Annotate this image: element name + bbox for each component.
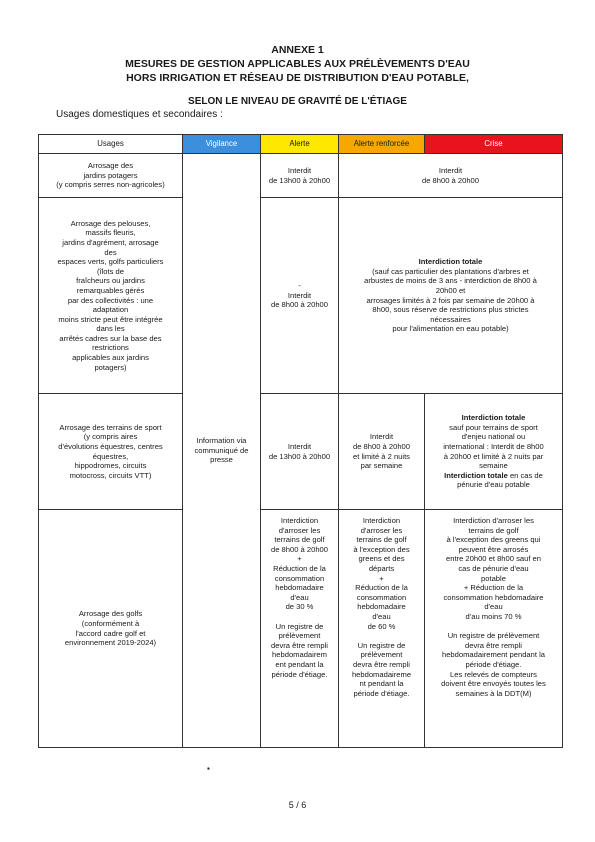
text-line: d'enjeu national ou (461, 432, 526, 442)
heading-line-2: MESURES DE GESTION APPLICABLES AUX PRÉLÈVEMENTS D'EAU (125, 58, 470, 70)
alerte-golfs (261, 510, 339, 748)
text-line: hebdomadaire (357, 602, 406, 612)
header-usages: Usages (39, 135, 183, 154)
text-line: Interdit (287, 290, 312, 300)
text-line: sauf pour terrains de sport (449, 422, 538, 432)
usage-pelouses (39, 198, 183, 394)
text-line: de 13h00 à 20h00 (268, 451, 331, 461)
text-line: et limité à 2 nuits (353, 451, 410, 461)
text-line: potagers) (94, 362, 127, 372)
text-line: de 8h00 à 20h00 (270, 544, 328, 554)
text-line: espaces verts, golfs particuliers (57, 257, 164, 267)
small-mark: ▪ (207, 764, 210, 773)
text-line: d'évolutions équestres, centres (58, 441, 163, 451)
text-line: (îlots de (96, 266, 124, 276)
text-line (341, 631, 422, 641)
text-line: Arrosage des pelouses, (70, 218, 151, 228)
text-line: à 20h00 et limité à 2 nuits par (443, 451, 544, 461)
text-line: communiqué de (194, 445, 249, 455)
pelouses-detail (341, 267, 560, 334)
crise-terrains-sport (425, 394, 563, 510)
text-line: devra être rempli (271, 640, 328, 650)
crise-golfs (425, 510, 563, 748)
text-line: de 60 % (367, 621, 396, 631)
alerte-jardins-potagers (261, 154, 339, 198)
text-line: 8h00, sous réserve de restrictions plus strictes (372, 305, 529, 315)
text-line: peuvent être arrosés (458, 544, 529, 554)
interdiction-totale-label: Interdiction totale (418, 257, 483, 267)
text-line: Interdiction d'arroser les (453, 516, 534, 525)
text-line: des (104, 247, 117, 257)
text-line: départs (368, 563, 395, 573)
text-line: cas de pénurie d'eau (458, 563, 529, 573)
text-line: greens et des (358, 554, 405, 564)
text-line: motocross, circuits VTT) (69, 470, 152, 480)
text-line: (sauf cas particulier des plantations d'arbres et (372, 266, 529, 276)
renf-terrains-sport (339, 394, 425, 510)
text-line: à l'exception des greens qui (446, 535, 541, 545)
text-line: à l'exception des (353, 544, 410, 554)
text-line: devra être rempli (353, 659, 410, 669)
vigilance-cell (183, 154, 261, 748)
text-line: applicables aux jardins (72, 353, 149, 363)
text-line: hebdomadairem (272, 650, 327, 660)
heading-line-3: HORS IRRIGATION ET RÉSEAU DE DISTRIBUTION D'EAU POTABLE, (126, 72, 469, 84)
text-line: Information via (196, 436, 247, 446)
header-crise: Crise (425, 135, 563, 154)
text-line: moins stricte peut être intégrée (58, 314, 163, 324)
text-line: environnement 2019-2024) (64, 638, 157, 648)
text-line: arrêtés cadres sur la base des (59, 333, 162, 343)
text-line: Un registre de (275, 621, 324, 631)
text-line: arbustes de moins de 3 ans - interdiction de 8h00 à (364, 276, 537, 286)
text-line: Réduction de la (273, 563, 326, 573)
text-line: nt pendant la (359, 679, 404, 689)
text-line: dans les (96, 324, 125, 334)
crise-tail-1: en cas de (509, 470, 543, 480)
text-line: jardins potagers (83, 170, 138, 180)
text-line: hebdomadaire (275, 583, 324, 593)
usage-golfs (39, 510, 183, 748)
text-line: restrictions (92, 343, 129, 353)
text-line: + (297, 554, 302, 564)
text-line: Un registre de prélèvement (447, 631, 540, 641)
text-line: consommation (356, 592, 407, 602)
terrains-sport-detail (427, 423, 560, 471)
text-line: Interdiction (362, 516, 401, 525)
text-line: terrains de golf (356, 535, 407, 545)
text-line: hebdomadairement pendant la (441, 650, 545, 660)
text-line: nécessaires (430, 314, 471, 324)
text-line: d'eau (290, 592, 309, 602)
text-line: ent pendant la (275, 659, 324, 669)
text-line: période d'étiage. (465, 659, 522, 669)
crise-tail-2: pénurie d'eau potable (457, 480, 530, 490)
text-line: prélèvement (360, 650, 403, 660)
text-line: (conformément à (81, 618, 140, 628)
text-line: devra être rempli (465, 640, 522, 650)
text-line: de 30 % (285, 602, 314, 612)
text-line: période d'étiage. (353, 688, 410, 698)
alerte-terrains-sport (261, 394, 339, 510)
text-line: terrains de golf (274, 535, 325, 545)
text-line: période d'étiage. (271, 669, 328, 679)
annex-title: ANNEXE 1 (271, 44, 324, 56)
text-line: + Réduction de la (463, 583, 524, 593)
text-line: doivent être envoyés toutes les (441, 679, 546, 689)
text-line: remarquables gérés (76, 285, 145, 295)
table-header-row (39, 135, 563, 154)
header-alerte-renforcee: Alerte renforcée (339, 135, 425, 154)
text-line: hippodromes, circuits (74, 461, 147, 471)
table-row (39, 394, 563, 510)
text-line: d'eau (372, 611, 391, 621)
text-line: semaine (479, 461, 508, 471)
text-line: d'arroser les (278, 525, 321, 535)
text-line: de 8h00 à 20h00 (270, 300, 328, 310)
heading-line-4: SELON LE NIVEAU DE GRAVITÉ DE L'ÉTIAGE (188, 96, 407, 107)
text-line: Un registre de (357, 640, 406, 650)
interdiction-totale-label: Interdiction totale (461, 413, 526, 423)
text-line: - (298, 281, 301, 291)
text-line (263, 612, 336, 622)
alerte-pelouses (261, 198, 339, 394)
text-line: par semaine (360, 461, 403, 471)
section-subtitle: Usages domestiques et secondaires : (56, 109, 223, 120)
header-vigilance: Vigilance (183, 135, 261, 154)
text-line: international : Interdit de 8h00 (443, 441, 544, 451)
text-line: semaines à la DDT(M) (455, 688, 532, 698)
text-line: pour l'alimentation en eau potable) (392, 324, 509, 334)
page-number: 5 / 6 (288, 800, 307, 810)
text-line: consommation (274, 573, 325, 583)
text-line: terrains de golf (468, 525, 519, 535)
usage-terrains-sport (39, 394, 183, 510)
text-line: 20h00 et (435, 285, 466, 295)
text-line: Interdiction (280, 516, 319, 525)
text-line: presse (210, 455, 233, 465)
text-line: d'arroser les (360, 525, 403, 535)
text-line: Arrosage des (87, 161, 134, 171)
usage-jardins-potagers (39, 154, 183, 198)
header-alerte: Alerte (261, 135, 339, 154)
renf-crise-jardins-potagers (339, 154, 563, 198)
text-line: (y compris serres non-agricoles) (56, 180, 165, 190)
text-line: jardins d'agrément, arrosage (62, 237, 159, 247)
text-line: de 8h00 à 20h00 (421, 175, 479, 185)
text-line: l'accord cadre golf et (75, 628, 146, 638)
text-line: Réduction de la (355, 583, 408, 593)
text-line: Arrosage des terrains de sport (59, 422, 162, 432)
text-line: Interdit (438, 165, 463, 175)
text-line: Les relevés de compteurs (450, 669, 537, 679)
text-line (427, 622, 560, 632)
text-line: Interdit (287, 441, 312, 451)
text-line: d'eau (484, 602, 503, 612)
table-row (39, 510, 563, 748)
interdiction-totale-label-2: Interdiction totale (444, 470, 508, 480)
renf-golfs (339, 510, 425, 748)
text-line: + (379, 573, 384, 583)
text-line: Interdit (369, 432, 394, 442)
text-line: par des collectivités : une (67, 295, 154, 305)
restrictions-table (38, 134, 563, 748)
text-line: consommation hebdomadaire (443, 592, 544, 602)
text-line: Interdit (287, 165, 312, 175)
text-line: prélèvement (278, 631, 321, 641)
text-line: arrosages limités à 2 fois par semaine de 20h00 à (366, 295, 535, 305)
text-line: adaptation (92, 305, 129, 315)
text-line: hebdomadaireme (351, 669, 412, 679)
text-line: potable (481, 573, 506, 583)
table-row (39, 198, 563, 394)
text-line: massifs fleuris, (85, 228, 136, 238)
table-row (39, 154, 563, 198)
text-line: de 8h00 à 20h00 (352, 441, 410, 451)
text-line: de 13h00 à 20h00 (268, 175, 331, 185)
text-line: équestres, (92, 451, 129, 461)
text-line: Arrosage des golfs (78, 609, 143, 619)
text-line: fraîcheurs ou jardins (76, 276, 145, 286)
text-line: (y compris aires (83, 432, 138, 442)
renf-crise-pelouses (339, 198, 563, 394)
text-line: d'au moins 70 % (465, 611, 522, 621)
text-line: entre 20h00 et 8h00 sauf en (446, 554, 541, 564)
